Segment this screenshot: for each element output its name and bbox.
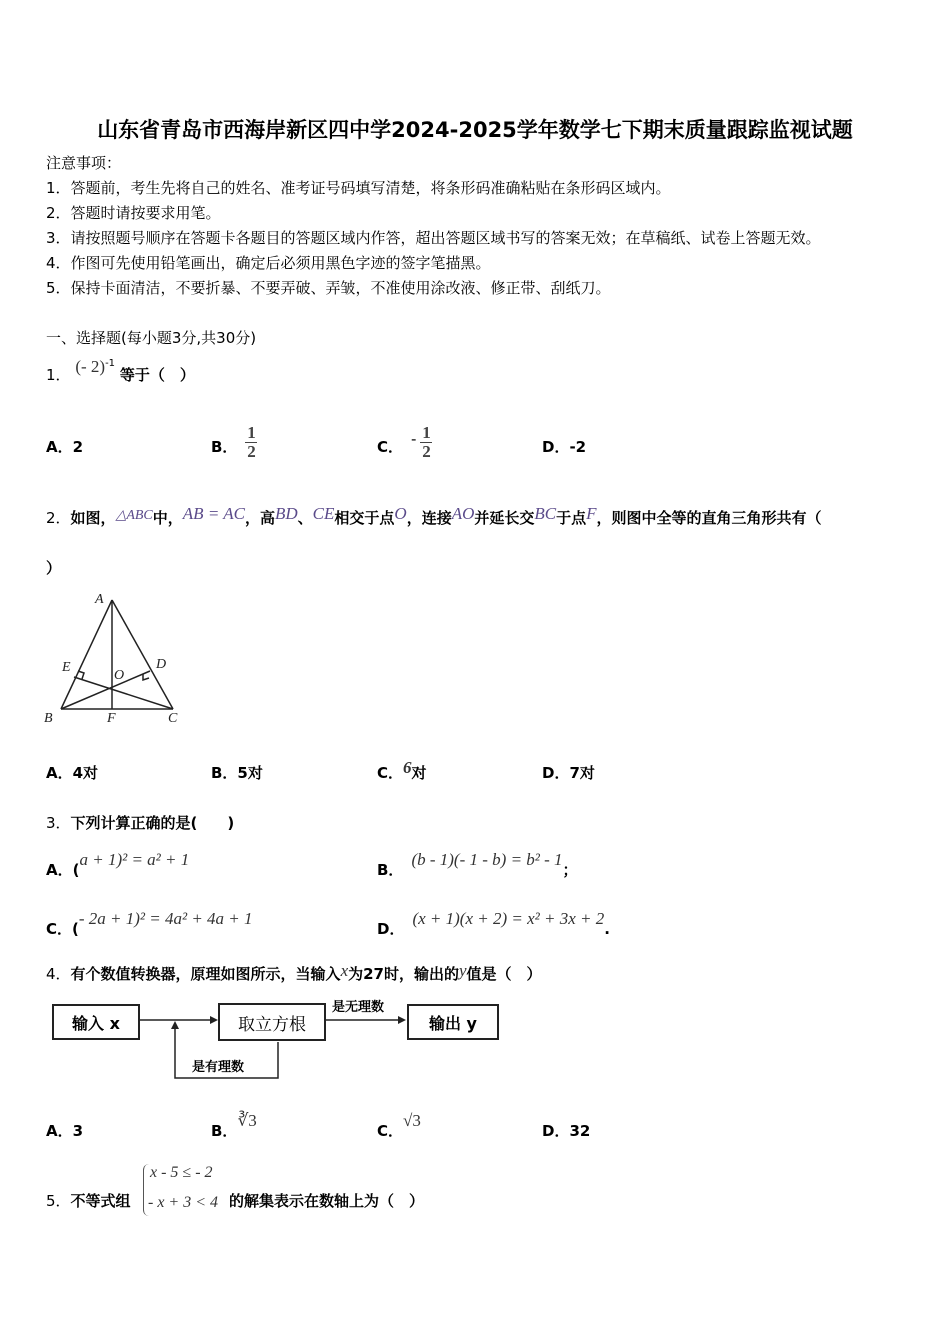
q4-option-b[interactable] (211, 1111, 257, 1141)
text: 相交于点 (334, 509, 395, 527)
fraction (420, 424, 432, 461)
q3-option-b[interactable] (377, 850, 578, 880)
notice-item: 5．保持卡面清洁，不要折暴、不要弄破、弄皱，不准使用涂改液、修正带、刮纸刀。 (46, 279, 611, 297)
text: ，连接 (406, 509, 452, 527)
q4-option-c[interactable] (377, 1111, 421, 1141)
denominator: 2 (247, 442, 256, 461)
irrational-label: 是无理数 (332, 1000, 385, 1015)
process-box: 取立方根 (218, 1003, 326, 1041)
question-3 (46, 812, 234, 833)
section-heading: 一、选择题(每小题3分,共30分) (46, 329, 257, 347)
question-number: 4． (46, 965, 71, 983)
text: 并延长交 (474, 509, 535, 527)
q1-expression (75, 358, 115, 376)
math: y (458, 961, 467, 980)
notice-heading: 注意事项： (46, 154, 122, 172)
denominator: 2 (422, 442, 431, 461)
option-label: B． (377, 861, 404, 879)
input-box: 输入 x (52, 1004, 140, 1040)
question-text: 下列计算正确的是( ) (70, 814, 235, 832)
text: ，高 (244, 509, 275, 527)
q1-option-b[interactable] (211, 423, 257, 475)
text: 中， (152, 509, 183, 527)
option-label: A．( (46, 861, 80, 879)
math: F (586, 504, 597, 523)
q3-option-d[interactable] (377, 909, 610, 939)
label-c: C (168, 711, 178, 725)
math: - 2a + 1)² = 4a² + 4a + 1 (78, 909, 253, 928)
option-label: B． (211, 438, 238, 456)
math: BC (534, 504, 557, 523)
rational-label: 是有理数 (192, 1060, 245, 1075)
text: ； (562, 861, 578, 879)
text: 值是（ ） (466, 965, 542, 983)
inequality-1: x - 5 ≤ - 2 (150, 1164, 213, 1181)
option-label: C．( (46, 920, 79, 938)
math: △ABC (115, 508, 153, 523)
question-number: 3． (46, 814, 71, 832)
q2-option-b[interactable]: B．5对 (211, 764, 263, 782)
q1-option-c[interactable] (377, 423, 432, 475)
math: √3 (403, 1111, 421, 1130)
option-label: C． (377, 764, 404, 782)
fraction (245, 424, 257, 461)
text: 、 (297, 509, 313, 527)
label-a: A (95, 592, 104, 607)
math: AO (451, 504, 475, 523)
question-text: 的解集表示在数轴上为（ ） (229, 1192, 425, 1210)
text: 为27时，输出的 (348, 965, 459, 983)
math: BD (274, 504, 298, 523)
label-o: O (114, 668, 125, 683)
math: O (394, 504, 407, 523)
label-f: F (107, 711, 116, 725)
label-d: D (156, 657, 167, 672)
text: 于点 (556, 509, 587, 527)
math: 6 (403, 758, 412, 777)
flow-diagram (40, 990, 510, 1090)
text: . (604, 920, 610, 938)
flow-arrows (40, 990, 510, 1090)
text: 不等式组 (70, 1192, 131, 1210)
q1-option-a[interactable]: A．2 (46, 438, 84, 456)
q2-option-a[interactable]: A．4对 (46, 764, 99, 782)
q2-option-c[interactable] (377, 758, 427, 783)
q1-option-d[interactable]: D．-2 (542, 438, 587, 456)
inequality-2: - x + 3 < 4 (148, 1194, 219, 1211)
label-e: E (62, 660, 71, 675)
text: 有个数值转换器，原理如图所示，当输入 (70, 965, 341, 983)
notice-item: 1．答题前，考生先将自己的姓名、准考证号码填写清楚，将条形码准确粘贴在条形码区域内。 (46, 179, 671, 197)
text: ，则图中全等的直角三角形共有（ (596, 509, 822, 527)
q3-option-a[interactable] (46, 850, 190, 880)
side-ab (61, 600, 112, 709)
q4-option-d[interactable]: D．32 (542, 1122, 591, 1140)
minus-sign: - (411, 430, 417, 448)
option-label: D． (377, 920, 405, 938)
question-number: 5． (46, 1192, 71, 1210)
notice-item: 3．请按照题号顺序在答题卡各题目的答题区域内作答，超出答题区域书写的答案无效；在草稿纸、试卷上答题无效。 (46, 229, 821, 247)
math: x (340, 961, 349, 980)
option-label: B． (211, 1122, 238, 1140)
option-label: C． (377, 438, 404, 456)
label-b: B (44, 711, 53, 725)
close-paren: ） (46, 559, 62, 577)
question-number: 1． (46, 366, 71, 384)
text: 对 (411, 764, 427, 782)
triangle-figure (40, 585, 200, 725)
right-angle-mark-d (143, 674, 149, 680)
math: a + 1)² = a² + 1 (79, 850, 190, 869)
question-number: 2． (46, 509, 71, 527)
question-2 (46, 504, 822, 528)
numerator: 1 (247, 423, 256, 442)
option-label: C． (377, 1122, 404, 1140)
math: CE (312, 504, 335, 523)
q1-exponent: -1 (105, 358, 116, 369)
page-title: 山东省青岛市西海岸新区四中学2024-2025学年数学七下期末质量跟踪监视试题 (97, 118, 853, 142)
question-4 (46, 963, 542, 984)
q4-option-a[interactable]: A．3 (46, 1122, 84, 1140)
question-1 (46, 357, 195, 385)
math: AB = AC (182, 504, 245, 523)
math: (x + 1)(x + 2) = x² + 3x + 2 (412, 909, 605, 928)
question-text: 等于（ ） (119, 366, 195, 384)
notice-item: 4．作图可先使用铅笔画出，确定后必须用黑色字迹的签字笔描黑。 (46, 254, 491, 272)
output-box: 输出 y (407, 1004, 499, 1040)
math: (b - 1)(- 1 - b) = b² - 1 (411, 850, 563, 869)
q1-base: (- 2) (75, 357, 106, 376)
numerator: 1 (422, 423, 431, 442)
q3-option-c[interactable] (46, 909, 253, 939)
notice-item: 2．答题时请按要求用笔。 (46, 204, 221, 222)
question-5 (46, 1190, 131, 1211)
q2-option-d[interactable]: D．7对 (542, 764, 595, 782)
text: 如图， (70, 509, 116, 527)
math: ∛3 (237, 1111, 257, 1130)
